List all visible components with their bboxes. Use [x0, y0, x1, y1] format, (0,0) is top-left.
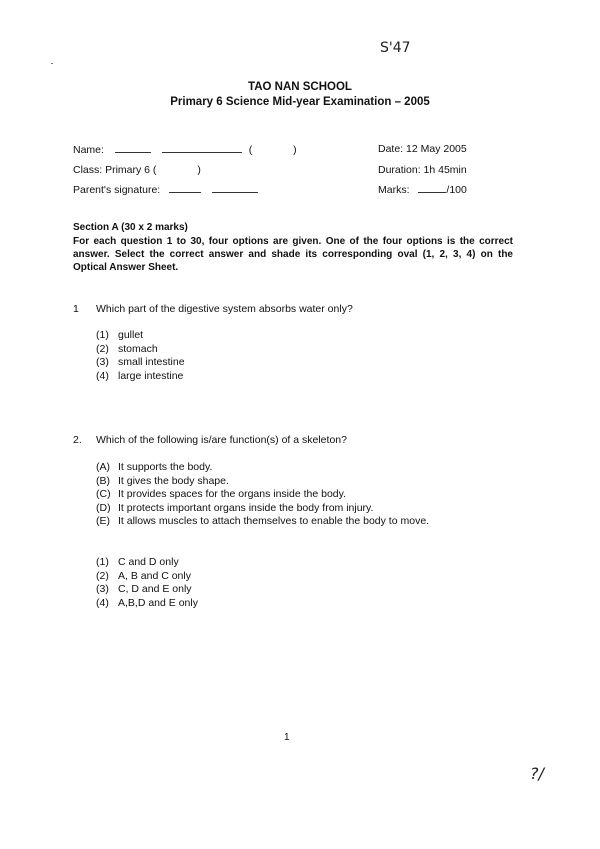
- question-2-statement-d: (D) It protects important organs inside the body from injury.: [96, 501, 374, 514]
- question-2-option-2: (2) A, B and C only: [96, 569, 191, 582]
- question-1-option-2: (2) stomach: [96, 342, 158, 355]
- question-2-text: Which of the following is/are function(s) of a skeleton?: [96, 434, 347, 446]
- page-number: 1: [284, 732, 290, 743]
- handwritten-annotation-top: S'47: [380, 40, 411, 56]
- class-field: [73, 164, 201, 176]
- name-blank-1: [115, 143, 151, 153]
- name-blank-2: [162, 143, 242, 153]
- question-2-statement-b: (B) It gives the body shape.: [96, 474, 229, 487]
- question-2-option-3: (3) C, D and E only: [96, 583, 192, 595]
- index-close-paren: ): [293, 144, 297, 156]
- question-2-statement-e: (E) It allows muscles to attach themselves to enable the body to move.: [96, 515, 430, 527]
- marks-label: Marks:: [378, 184, 410, 196]
- question-2-statement-c: (C) It provides spaces for the organs inside the body.: [96, 488, 347, 500]
- exam-duration: Duration: 1h 45min: [378, 164, 467, 176]
- question-1-option-1: (1) gullet: [96, 329, 144, 341]
- question-2-statements: [96, 461, 429, 529]
- signature-blank-2: [212, 183, 258, 193]
- exam-title: Primary 6 Science Mid-year Examination – 2005: [170, 96, 430, 108]
- question-1-options: [96, 329, 185, 383]
- question-2-option-1: (1) C and D only: [96, 556, 179, 568]
- name-label: Name:: [73, 144, 104, 156]
- exam-date: Date: 12 May 2005: [378, 143, 467, 155]
- parent-signature-label: Parent's signature:: [73, 184, 161, 196]
- question-2-statement-a: (A) It supports the body.: [96, 461, 213, 473]
- question-2-number: 2.: [73, 434, 82, 446]
- scan-speck: [51, 63, 53, 64]
- class-label: Class: Primary 6 (: [73, 164, 157, 176]
- section-a-instructions: For each question 1 to 30, four options are given. One of the four options is the correct answer. Select the correct answer and shade its corresponding oval (1, 2, 3, 4) on the Optical Answer Sheet.: [73, 236, 513, 273]
- class-close-paren: ): [197, 164, 201, 176]
- question-1-text: Which part of the digestive system absorbs water only?: [96, 303, 353, 315]
- question-1-number: 1: [73, 303, 79, 315]
- question-2-option-4: (4) A,B,D and E only: [96, 596, 198, 609]
- name-field: [73, 143, 297, 156]
- question-2-options: [96, 556, 198, 610]
- section-a-heading: Section A (30 x 2 marks): [73, 222, 188, 233]
- marks-blank: [418, 183, 446, 193]
- handwritten-annotation-bottom: ?/: [530, 764, 544, 783]
- parent-signature-field: [73, 183, 258, 196]
- marks-field: [378, 183, 467, 196]
- marks-total: /100: [446, 184, 467, 196]
- index-open-paren: (: [248, 144, 253, 156]
- question-1-option-3: (3) small intestine: [96, 356, 185, 368]
- question-1-option-4: (4) large intestine: [96, 369, 184, 382]
- school-name: TAO NAN SCHOOL: [248, 81, 352, 93]
- signature-blank-1: [169, 183, 201, 193]
